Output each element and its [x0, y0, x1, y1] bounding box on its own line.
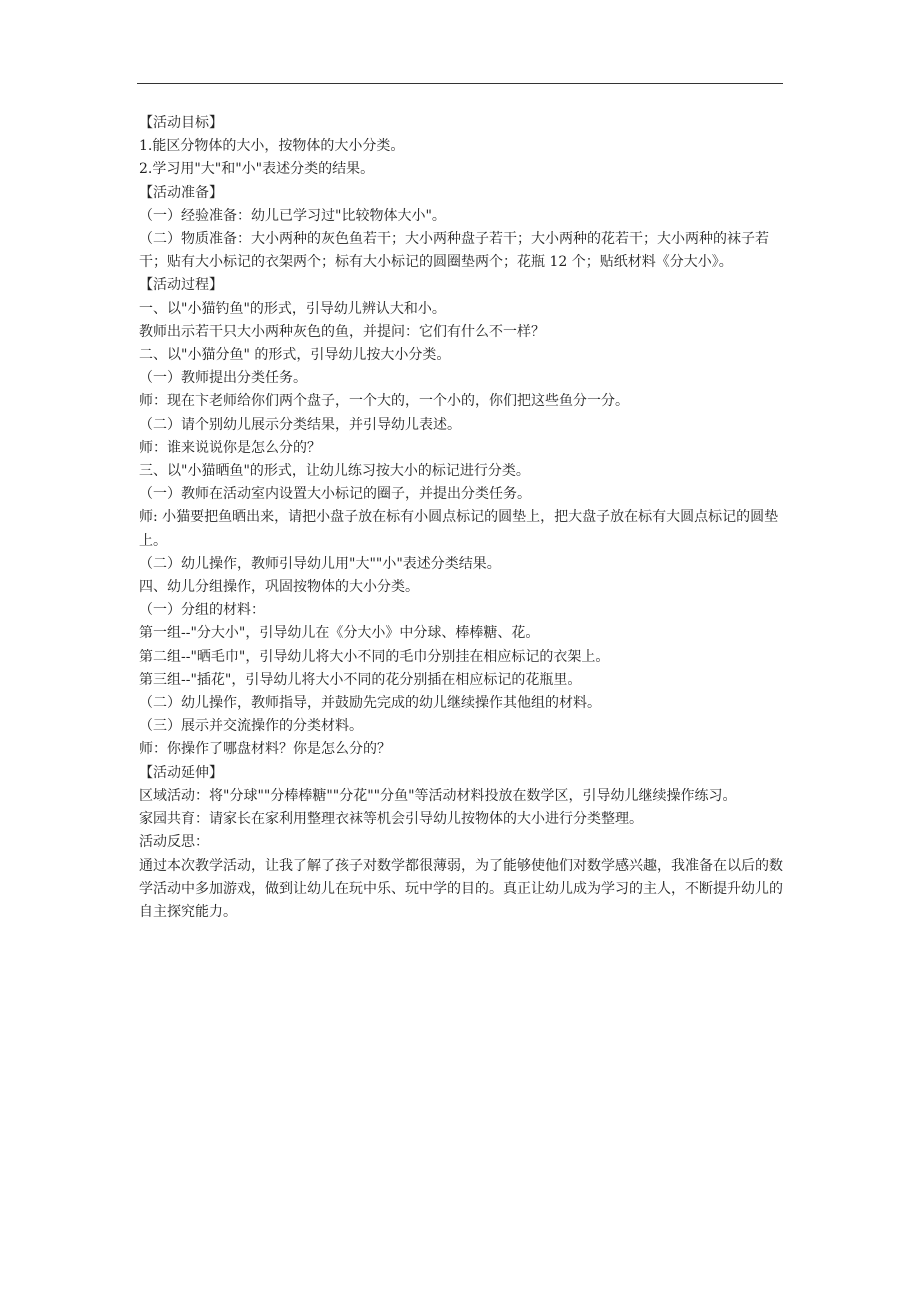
process-paragraph: 师: 小猫要把鱼晒出来，请把小盘子放在标有小圆点标记的圆垫上，把大盘子放在标有大圆点标记的圆垫上。	[139, 509, 779, 549]
process-paragraph: （三）展示并交流操作的分类材料。	[139, 718, 363, 735]
preparation-item: （二）物质准备：大小两种的灰色鱼若干；大小两种盘子若干；大小两种的花若干；大小两种的袜子若干；贴有大小标记的衣架两个；标有大小标记的圆圈垫两个；花瓶 12 个；贴纸材料《分大小》。	[139, 231, 769, 271]
process-paragraph: 师：现在卞老师给你们两个盘子，一个大的，一个小的，你们把这些鱼分一分。	[139, 393, 629, 410]
reflection-paragraph: 通过本次教学活动，让我了解了孩子对数学都很薄弱，为了能够使他们对数学感兴趣，我准备在以后的数学活动中多加游戏，做到让幼儿在玩中乐、玩中学的目的。真正让幼儿成为学习的主人，不断提升幼儿的自主探究能力。	[139, 857, 783, 920]
section-heading-extension: 【活动延伸】	[139, 764, 223, 781]
process-paragraph: 教师出示若干只大小两种灰色的鱼，并提问：它们有什么不一样？	[139, 323, 545, 340]
goal-item: 2.学习用"大"和"小"表述分类的结果。	[139, 161, 375, 178]
section-heading-goals: 【活动目标】	[139, 115, 223, 131]
goal-item: 1.能区分物体的大小，按物体的大小分类。	[139, 138, 405, 155]
process-paragraph: （二）请个别幼儿展示分类结果，并引导幼儿表述。	[139, 416, 461, 433]
process-step: 二、以"小猫分鱼" 的形式，引导幼儿按大小分类。	[139, 347, 451, 364]
group-item: 第二组--"晒毛巾"，引导幼儿将大小不同的毛巾分别挂在相应标记的衣架上。	[139, 648, 610, 665]
process-step: 四、幼儿分组操作，巩固按物体的大小分类。	[139, 579, 419, 596]
group-item: 第三组--"插花"，引导幼儿将大小不同的花分别插在相应标记的花瓶里。	[139, 671, 582, 688]
process-paragraph: 师：谁来说说你是怎么分的？	[139, 439, 321, 456]
preparation-item: （一）经验准备：幼儿已学习过"比较物体大小"。	[139, 207, 446, 224]
section-heading-process: 【活动过程】	[139, 277, 223, 294]
extension-paragraph: 家园共育：请家长在家利用整理衣袜等机会引导幼儿按物体的大小进行分类整理。	[139, 811, 643, 828]
process-step: 一、以"小猫钓鱼"的形式，引导幼儿辨认大和小。	[139, 300, 446, 317]
header-rule	[137, 83, 783, 84]
section-heading-preparation: 【活动准备】	[139, 184, 223, 201]
process-step: 三、以"小猫晒鱼"的形式，让幼儿练习按大小的标记进行分类。	[139, 463, 530, 480]
process-paragraph: （二）幼儿操作，教师引导幼儿用"大""小"表述分类结果。	[139, 555, 501, 572]
reflection-heading: 活动反思：	[139, 834, 209, 851]
process-paragraph: 师：你操作了哪盘材料？你是怎么分的？	[139, 741, 391, 758]
process-paragraph: （一）分组的材料：	[139, 602, 265, 619]
process-paragraph: （二）幼儿操作，教师指导，并鼓励先完成的幼儿继续操作其他组的材料。	[139, 695, 601, 712]
process-paragraph: （一）教师在活动室内设置大小标记的圈子，并提出分类任务。	[139, 486, 531, 503]
extension-paragraph: 区域活动：将"分球""分棒棒糖""分花""分鱼"等活动材料投放在数学区，引导幼儿继续操作练习。	[139, 787, 737, 804]
process-paragraph: （一）教师提出分类任务。	[139, 370, 307, 387]
document-body	[139, 112, 785, 924]
group-item: 第一组--"分大小"，引导幼儿在《分大小》中分球、棒棒糖、花。	[139, 625, 540, 642]
